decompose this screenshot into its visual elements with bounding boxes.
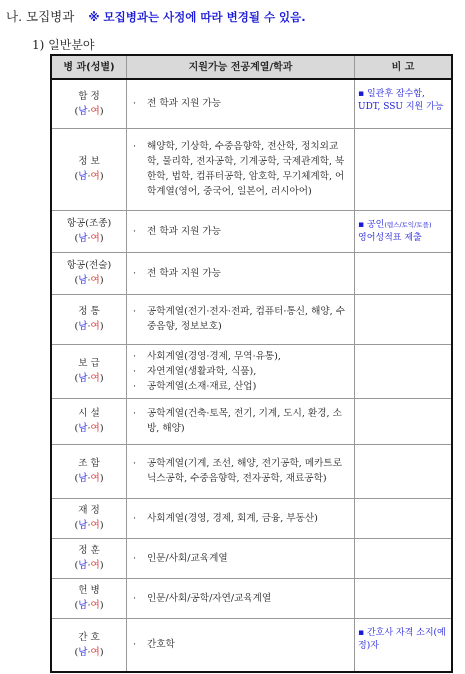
bullet-icon: ·: [133, 458, 137, 469]
branch-cell: [51, 128, 127, 210]
gender-female: 여: [90, 473, 100, 484]
bullet-icon: ·: [133, 365, 137, 377]
majors-cell: [127, 538, 355, 578]
remark-cell: [355, 252, 453, 294]
branch-name: 헌 병: [78, 585, 100, 596]
branch-cell: [51, 294, 127, 344]
major-text: 자연계열(생활과학, 식품),: [147, 365, 257, 377]
table-row: [51, 344, 452, 398]
bullet-icon: ·: [133, 512, 137, 524]
majors-cell: [127, 444, 355, 498]
majors-cell: [127, 498, 355, 538]
bullet-icon: ·: [133, 306, 137, 317]
major-item: [133, 349, 348, 364]
bullet-icon: ·: [133, 592, 137, 604]
branch-name: 정 통: [78, 306, 100, 317]
gender-male: 남: [78, 275, 88, 286]
gender-female: 여: [90, 171, 100, 182]
bullet-icon: ·: [133, 639, 137, 651]
gender-female: 여: [90, 600, 100, 611]
table-row: [51, 128, 452, 210]
gender-eligibility: (남·여): [74, 646, 104, 658]
major-text: 공학계열(건축·토목, 전기, 기계, 도시, 환경, 소방, 해양): [147, 408, 342, 434]
remark-cell: [355, 79, 453, 128]
gender-eligibility: (남·여): [74, 321, 104, 332]
gender-eligibility: (남·여): [74, 171, 104, 182]
majors-cell: [127, 128, 355, 210]
gender-male: 남: [78, 105, 88, 117]
major-text: 공학계열(소재·재료, 산업): [147, 380, 257, 392]
branch-cell: [51, 79, 127, 128]
remark-text: ▪ 간호사 자격 소지(예정)자: [358, 627, 446, 651]
majors-cell: [127, 578, 355, 618]
major-text: 공학계열(기계, 조선, 해양, 전기공학, 메카트로닉스공학, 수중음향학, 전자공학, 재료공학): [147, 458, 342, 484]
major-text: 간호학: [147, 639, 175, 651]
branch-name: 재 정: [78, 505, 100, 516]
table-header-row: [51, 55, 452, 79]
gender-female: 여: [90, 275, 100, 286]
branch-name: 항공(전술): [66, 260, 112, 271]
gender-eligibility: (남·여): [74, 473, 104, 484]
majors-cell: [127, 294, 355, 344]
gender-female: 여: [90, 560, 100, 571]
major-text: 사회계열(경영·경제, 무역·유통),: [147, 350, 281, 362]
branch-cell: [51, 444, 127, 498]
gender-female: 여: [90, 520, 100, 531]
bullet-icon: ·: [133, 380, 137, 392]
majors-cell: [127, 618, 355, 672]
remark-cell: [355, 398, 453, 444]
gender-eligibility: (남·여): [74, 520, 104, 531]
major-text: 인문/사회/공학/자연/교육계열: [147, 592, 272, 604]
gender-eligibility: (남·여): [74, 423, 104, 434]
major-text: 전 학과 지원 가능: [147, 267, 222, 279]
table-row: [51, 578, 452, 618]
gender-female: 여: [90, 646, 100, 658]
remark-cell: [355, 618, 453, 672]
gender-eligibility: (남·여): [74, 600, 104, 611]
gender-male: 남: [78, 373, 88, 384]
gender-eligibility: (남·여): [74, 275, 104, 286]
remark-text-2: 영어성적표 제출: [358, 232, 422, 243]
branch-name: 보 급: [78, 358, 100, 369]
branch-cell: [51, 498, 127, 538]
section-heading: [6, 7, 306, 25]
table-row: [51, 444, 452, 498]
majors-cell: [127, 210, 355, 252]
branch-cell: [51, 252, 127, 294]
gender-female: 여: [90, 233, 100, 244]
remark-cell: [355, 210, 453, 252]
branch-cell: [51, 578, 127, 618]
major-item: [133, 364, 348, 379]
branch-cell: [51, 618, 127, 672]
gender-female: 여: [90, 105, 100, 117]
remark-cell: [355, 128, 453, 210]
branch-name: 정 보: [78, 156, 100, 167]
branch-cell: [51, 538, 127, 578]
section-note: ※ 모집병과는 사정에 따라 변경될 수 있음.: [88, 10, 306, 24]
table-row: [51, 498, 452, 538]
table-row: [51, 210, 452, 252]
gender-eligibility: (남·여): [74, 373, 104, 384]
remark-text: ▪ 공인: [358, 219, 385, 230]
major-item: [133, 224, 348, 239]
majors-cell: [127, 344, 355, 398]
gender-female: 여: [90, 373, 100, 384]
gender-male: 남: [78, 560, 88, 571]
major-item: [133, 379, 348, 394]
bullet-icon: ·: [133, 552, 137, 564]
majors-cell: [127, 252, 355, 294]
table-row: [51, 398, 452, 444]
major-item: [133, 591, 348, 606]
section-title: 나. 모집병과: [6, 9, 75, 24]
remark-cell: [355, 444, 453, 498]
gender-male: 남: [78, 646, 88, 658]
major-item: [133, 139, 348, 199]
major-item: [133, 266, 348, 281]
table-row: [51, 79, 452, 128]
major-text: 인문/사회/교육계열: [147, 552, 228, 564]
branch-cell: [51, 344, 127, 398]
remark-cell: [355, 498, 453, 538]
remark-cell: [355, 538, 453, 578]
bullet-icon: ·: [133, 408, 137, 419]
branch-name: 정 훈: [78, 545, 100, 556]
bullet-icon: ·: [133, 225, 137, 237]
header-remark: 비 고: [355, 55, 453, 79]
gender-female: 여: [90, 423, 100, 434]
remark-text: ▪ 일관후 잠수함, UDT, SSU 지원 가능: [358, 89, 444, 112]
gender-male: 남: [78, 473, 88, 484]
remark-cell: [355, 578, 453, 618]
table-row: [51, 252, 452, 294]
major-text: 사회계열(경영, 경제, 회계, 금융, 부동산): [147, 512, 318, 524]
header-branch: 병 과(성별): [51, 55, 127, 79]
gender-male: 남: [78, 233, 88, 244]
major-item: [133, 406, 348, 436]
branch-name: 시 설: [78, 408, 100, 419]
gender-male: 남: [78, 321, 88, 332]
gender-eligibility: (남·여): [74, 105, 104, 117]
remark-small-text: (텝스/토익/토플): [384, 220, 432, 229]
table-row: [51, 538, 452, 578]
major-text: 해양학, 기상학, 수중음향학, 전산학, 정치외교학, 물리학, 전자공학, 기계공학, 국제관계학, 북한학, 법학, 컴퓨터공학, 암호학, 무기체계학, 어학계열(영어, 중국어, 일본어, 러시아어): [147, 141, 345, 197]
branch-table: [50, 54, 453, 673]
branch-name: 합 정: [78, 90, 100, 102]
gender-male: 남: [78, 171, 88, 182]
branch-cell: [51, 210, 127, 252]
branch-cell: [51, 398, 127, 444]
major-item: [133, 96, 348, 111]
gender-female: 여: [90, 321, 100, 332]
major-item: [133, 637, 348, 652]
bullet-icon: ·: [133, 350, 137, 362]
major-item: [133, 511, 348, 526]
branch-name: 간 호: [78, 631, 100, 643]
subsection-title: 1) 일반분야: [32, 38, 95, 52]
gender-eligibility: (남·여): [74, 560, 104, 571]
gender-male: 남: [78, 600, 88, 611]
gender-male: 남: [78, 423, 88, 434]
branch-name: 조 함: [78, 458, 100, 469]
table-row: [51, 618, 452, 672]
major-text: 공학계열(전기·전자·전파, 컴퓨터·통신, 해양, 수중음향, 정보보호): [147, 306, 346, 332]
bullet-icon: ·: [133, 141, 137, 152]
major-item: [133, 304, 348, 334]
bullet-icon: ·: [133, 267, 137, 279]
major-item: [133, 456, 348, 486]
remark-cell: [355, 294, 453, 344]
majors-cell: [127, 79, 355, 128]
bullet-icon: ·: [133, 98, 137, 110]
major-item: [133, 551, 348, 566]
majors-cell: [127, 398, 355, 444]
table-row: [51, 294, 452, 344]
gender-eligibility: (남·여): [74, 233, 104, 244]
major-text: 전 학과 지원 가능: [147, 225, 222, 237]
header-majors: 지원가능 전공계열/학과: [127, 55, 355, 79]
major-text: 전 학과 지원 가능: [147, 98, 222, 110]
remark-cell: [355, 344, 453, 398]
branch-name: 항공(조종): [66, 218, 112, 229]
gender-male: 남: [78, 520, 88, 531]
